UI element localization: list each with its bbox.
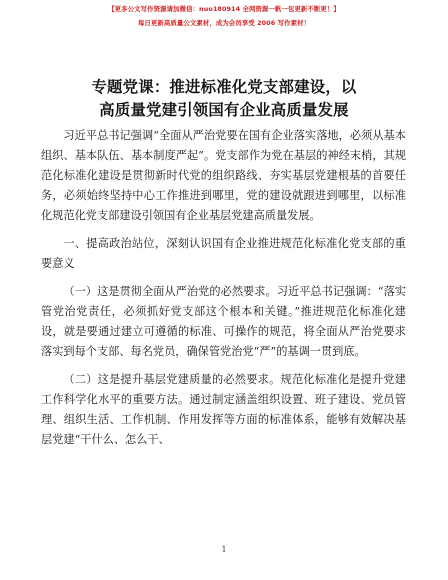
- promo-banner: [0, 4, 448, 29]
- intro-paragraph: 习近平总书记强调“全面从严治党要在国有企业落实落地，必须从基本组织、基本队伍、基本制度严起”。党支部作为党在基层的神经末梢，其规范化标准化建设是贯彻新时代党的组织路线、夯实基层党建根基的首要任务，必须始终坚持中心工作推进到哪里，党的建设就跟进到哪里，以标准化规范化党支部建设引领国有企业基层党建高质量发展。: [41, 129, 406, 222]
- document-title: [40, 76, 408, 122]
- subsection-paragraph: （二）这是提升基层党建质量的必然要求。规范化标准化是提升党建工作科学化水平的重要方法。通过制定涵盖组织设置、班子建设、党员管理、组织生活、工作机制、作用发挥等方面的标准体系，能够有效解决基层党建“干什么、怎么干、: [41, 373, 406, 446]
- document-body: [41, 126, 406, 458]
- promo-banner-line1: 【更多公文写作资源请加微信：nuo180914 全网资源一帆一包更新不断更！】: [108, 5, 340, 13]
- subsection-paragraph: （一）这是贯彻全面从严治党的必然要求。习近平总书记强调：“落实管党治党责任，必须抓好党支部这个根本和关键。”推进规范化标准化建设，就是要通过建立可遵循的标准、可操作的规范，将全面从严治党要求落实到每个支部、每名党员，确保管党治党“严”的基调一贯到底。: [41, 285, 406, 358]
- document-title-line1: 专题党课：推进标准化党支部建设，以: [91, 78, 357, 96]
- section-heading: 一、提高政治站位，深刻认识国有企业推进规范化标准化党支部的重要意义: [41, 237, 406, 270]
- page-number: 1: [221, 545, 227, 554]
- promo-banner-line2: 每日更新高质量公文素材，成为会员享受 2006 写作素材！: [137, 19, 311, 27]
- document-title-line2: 高质量党建引领国有企业高质量发展: [99, 101, 349, 119]
